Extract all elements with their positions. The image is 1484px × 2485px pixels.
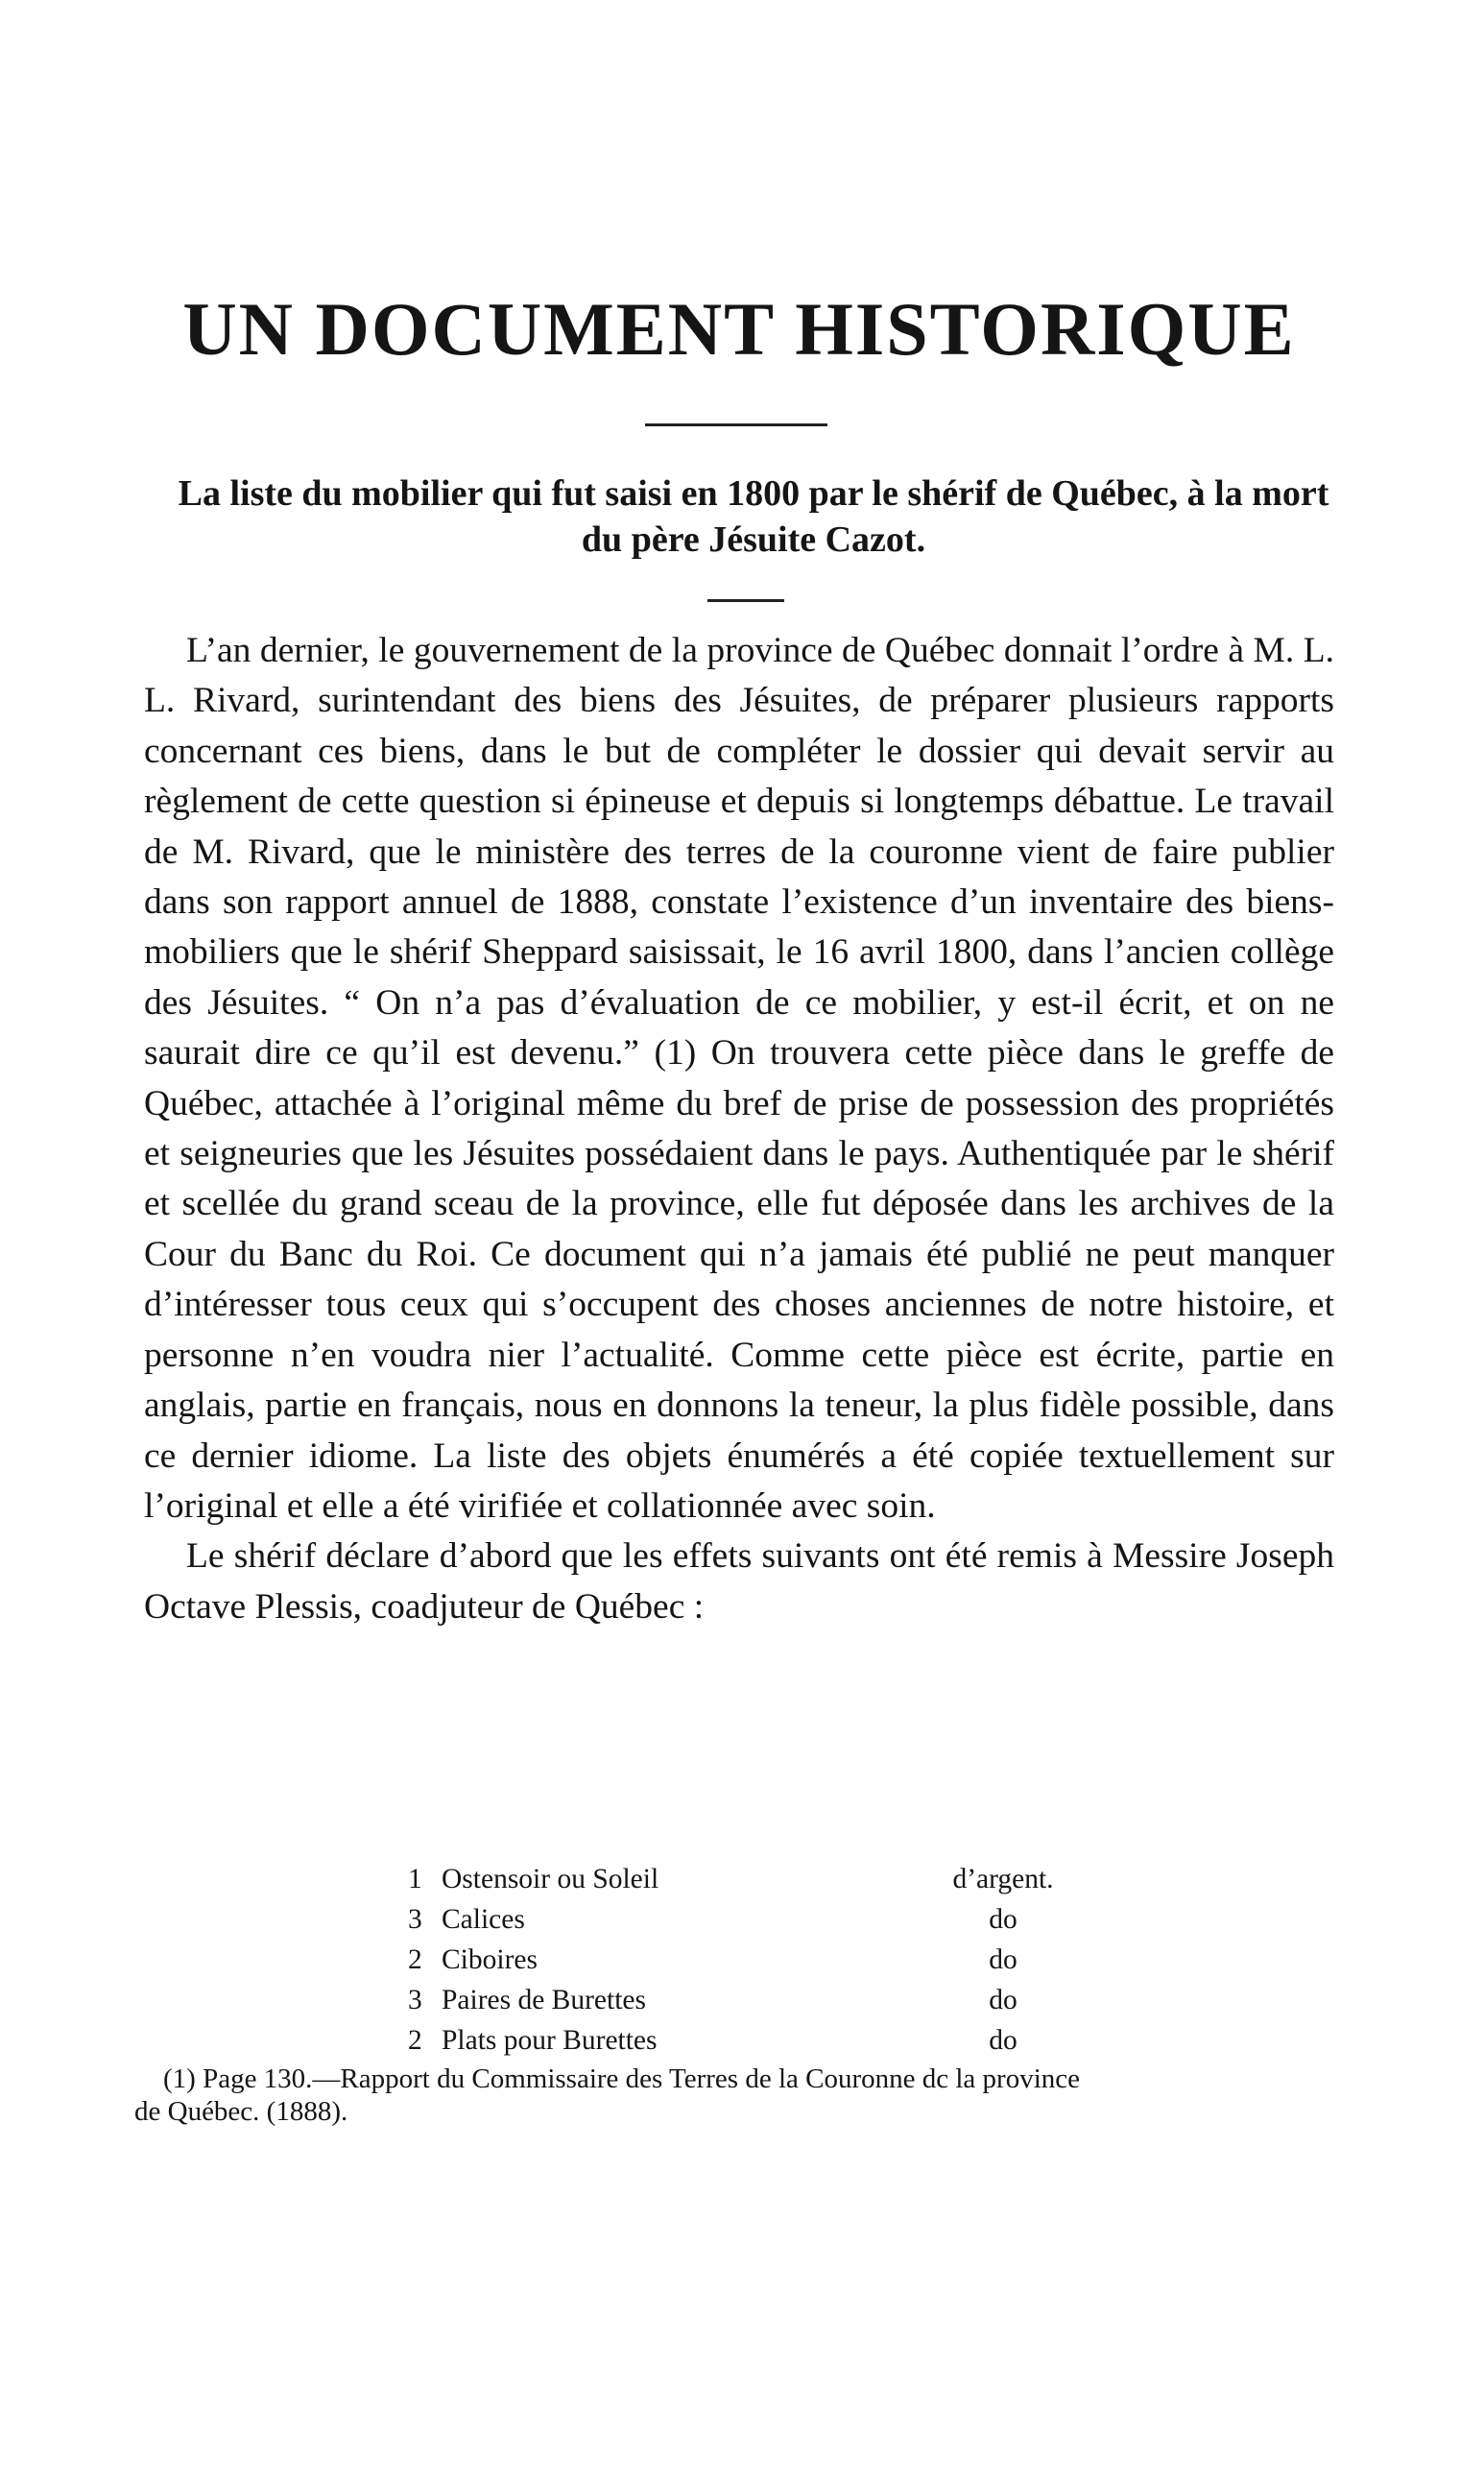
item-name: Ostensoir ou Soleil bbox=[442, 1864, 659, 1894]
item-name: Plats pour Burettes bbox=[442, 2025, 658, 2056]
item-material: do bbox=[989, 2025, 1017, 2056]
paragraph: L’an dernier, le gouvernement de la province de Québec donnait l’ordre à M. L. L. Rivard, surintendant des biens des Jésuites, de préparer plusieurs rapports concernant ces biens, dans le but de compléter le dossier qui devait servir au règlement de cette question si épineuse et depuis si longtemps débattue. Le travail de M. Rivard, que le ministère des terres de la couronne vient de faire publier dans son rapport annuel de 1888, constate l’existence d’un inventaire des biens-mobiliers que le shérif Sheppard saisissait, le 16 avril 1800, dans l’ancien collège des Jésuites. “ On n’a pas d’évaluation de ce mobilier, y est-il écrit, et on ne saurait dire ce qu’il est devenu.” (1) On trouvera cette pièce dans le greffe de Québec, attachée à l’original même du bref de prise de possession des propriétés et seigneuries que les Jésuites possédaient dans le pays. Authentiquée par le shérif et scellée du grand sceau de la province, elle fut déposée dans les archives de la Cour du Banc du Roi. Ce document qui n’a jamais été publié ne peut manquer d’intéresser tous ceux qui s’occupent des choses anciennes de notre histoire, et personne n’en voudra nier l’actualité. Comme cette pièce est écrite, partie en anglais, partie en français, nous en donnons la teneur, la plus fidèle possible, dans ce dernier idiome. La liste des objets énumérés a été copiée textuellement sur l’original et elle a été virifiée et collationnée avec soin. bbox=[144, 631, 1334, 1526]
item-name: Paires de Burettes bbox=[442, 1985, 646, 2015]
item-name: Calices bbox=[442, 1904, 525, 1935]
item-quantity: 3 bbox=[408, 1904, 422, 1935]
paragraph: Le shérif déclare d’abord que les effets suivants ont été remis à Messire Joseph Octave Plessis, coadjuteur de Québec : bbox=[144, 1536, 1334, 1627]
item-quantity: 1 bbox=[408, 1864, 422, 1894]
list-item bbox=[408, 1899, 1080, 1940]
list-item bbox=[408, 1980, 1080, 2020]
inventory-list bbox=[408, 1859, 1080, 2061]
title-divider bbox=[645, 423, 827, 426]
item-material: do bbox=[989, 1985, 1017, 2015]
item-material: do bbox=[989, 1944, 1017, 1975]
item-name: Ciboires bbox=[442, 1944, 538, 1975]
body-text bbox=[144, 626, 1334, 1632]
item-quantity: 2 bbox=[408, 2025, 422, 2056]
footnote-line: de Québec. (1888). bbox=[134, 2096, 348, 2127]
item-quantity: 3 bbox=[408, 1985, 422, 2015]
footnote-line: (1) Page 130.—Rapport du Commissaire des Terres de la Couronne dc la province bbox=[163, 2063, 1081, 2094]
footnote bbox=[134, 2063, 1334, 2128]
item-quantity: 2 bbox=[408, 1944, 422, 1975]
subtitle-divider bbox=[707, 599, 784, 602]
item-material: d’argent. bbox=[952, 1864, 1054, 1894]
list-item bbox=[408, 1940, 1080, 1980]
document-subtitle: La liste du mobilier qui fut saisi en 1800 par le shérif de Québec, à la mort du père Jésuite Cazot. bbox=[178, 473, 1329, 560]
document-title: UN DOCUMENT HISTORIQUE bbox=[182, 287, 1296, 371]
list-item bbox=[408, 2020, 1080, 2061]
item-material: do bbox=[989, 1904, 1017, 1935]
list-item bbox=[408, 1859, 1080, 1899]
